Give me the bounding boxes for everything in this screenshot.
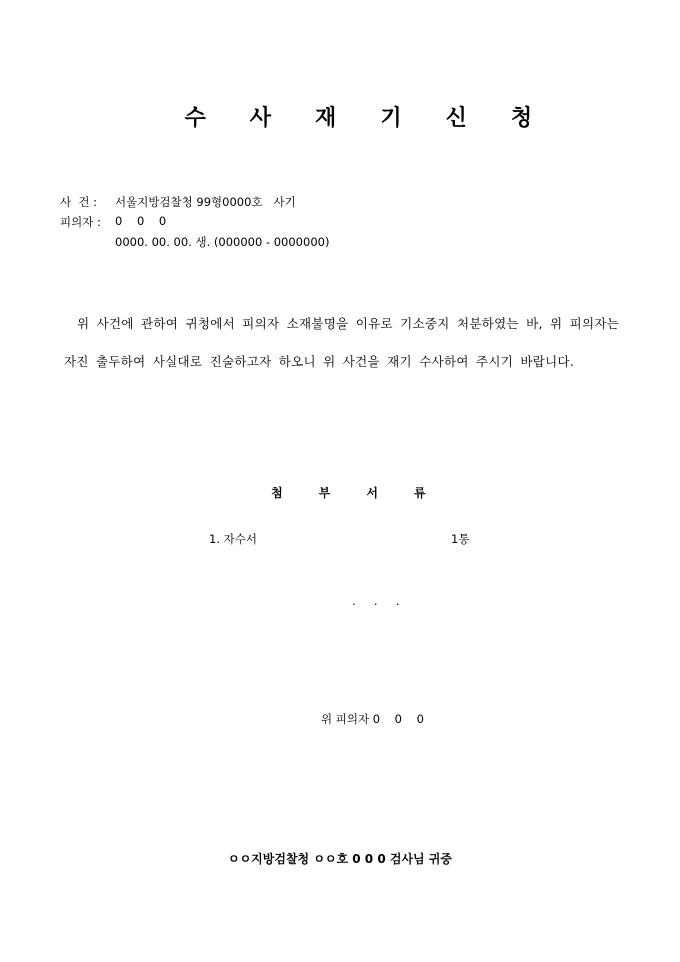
title-char: 신	[445, 106, 469, 131]
addressee: ㅇㅇ지방검찰청 ㅇㅇ호 0 0 0 검사님 귀중	[228, 852, 452, 866]
case-value: 서울지방검찰청 99형0000호 사기	[115, 195, 296, 209]
signature-line: 위 피의자 0 0 0	[321, 712, 424, 726]
heading-char: 류	[413, 486, 426, 500]
suspect-name: 0 0 0	[115, 214, 167, 228]
title-char: 청	[510, 106, 535, 131]
request-line-2: 자진 출두하여 사실대로 진술하고자 하오니 위 사건을 재기 수사하여 주시기 바랍니다.	[64, 354, 575, 369]
request-line-1: 위 사건에 관하여 귀청에서 피의자 소재불명을 이유로 기소중지 처분하였는 바, 위 피의자는	[77, 316, 620, 331]
document-title	[0, 76, 680, 157]
heading-char: 서	[366, 486, 378, 500]
heading-char: 부	[318, 486, 331, 500]
suspect-label: 피의자 :	[60, 215, 101, 229]
attachments-heading	[0, 470, 680, 515]
suspect-birth: 0000. 00. 00. 생. (000000 - 0000000)	[115, 235, 330, 249]
title-char: 재	[315, 106, 339, 131]
date-line: . . .	[352, 594, 400, 608]
attachment-item-name: 1. 자수서	[209, 532, 257, 546]
heading-char: 첨	[271, 486, 283, 500]
attachment-item-count: 1통	[451, 532, 470, 546]
case-label: 사 건 :	[60, 195, 98, 209]
title-char: 수	[184, 106, 208, 131]
title-char: 기	[380, 106, 404, 131]
title-char: 사	[249, 106, 274, 131]
